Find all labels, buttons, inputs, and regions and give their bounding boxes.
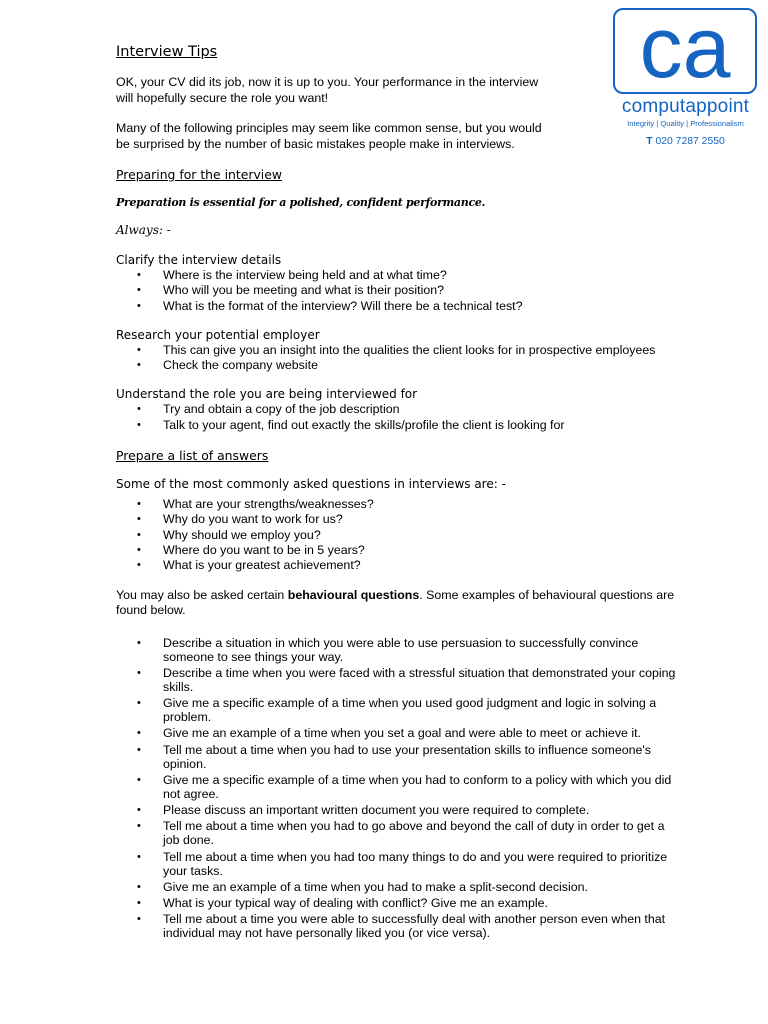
subheading-understand: Understand the role you are being interviewed for xyxy=(116,387,418,402)
list-common-questions xyxy=(116,497,676,573)
list-item: • Tell me about a time you were able to successfully deal with another person even when that individual may not have personally liked you (or vice versa). xyxy=(116,912,676,940)
list-item: • Give me a specific example of a time when you used good judgment and logic in solving a problem. xyxy=(116,696,676,724)
document-body xyxy=(116,44,676,940)
phone-prefix: T xyxy=(646,136,653,147)
list-item: • Who will you be meeting and what is their position? xyxy=(116,283,676,298)
list-item: • Try and obtain a copy of the job description xyxy=(116,402,676,417)
list-item: • Why should we employ you? xyxy=(116,528,676,543)
preparation-note: Preparation is essential for a polished, confident performance. xyxy=(116,196,486,209)
list-item: • Check the company website xyxy=(116,358,676,373)
behavioural-intro-bold: behavioural questions xyxy=(287,587,420,602)
list-item: • Describe a situation in which you were able to use persuasion to successfully convince someone to see things your way. xyxy=(116,636,676,664)
subheading-research: Research your potential employer xyxy=(116,327,320,342)
phone-number: 020 7287 2550 xyxy=(655,136,725,147)
logo-letters: ca xyxy=(639,11,731,91)
subheading-clarify: Clarify the interview details xyxy=(116,253,282,267)
list-item: • What is your typical way of dealing with conflict? Give me an example. xyxy=(116,896,676,910)
behavioural-intro xyxy=(116,588,676,619)
list-item: • What is your greatest achievement? xyxy=(116,558,676,573)
behavioural-intro-end: . Some examples of behavioural questions are found below. xyxy=(116,587,675,618)
list-understand xyxy=(116,402,676,433)
list-item: • What are your strengths/weaknesses? xyxy=(116,497,676,512)
list-item: • Give me an example of a time when you set a goal and were able to meet or achieve it. xyxy=(116,726,676,740)
list-item: • Why do you want to work for us? xyxy=(116,512,676,527)
list-item: • Give me a specific example of a time when you had to conform to a policy with which you did not agree. xyxy=(116,773,676,801)
section-heading-preparing: Preparing for the interview xyxy=(116,167,283,182)
list-item: • Talk to your agent, find out exactly the skills/profile the client is looking for xyxy=(116,418,676,433)
list-research xyxy=(116,343,676,374)
list-item: • Tell me about a time when you had too many things to do and you were required to prioritize your tasks. xyxy=(116,850,676,878)
list-item: • Tell me about a time when you had to go above and beyond the call of duty in order to get a job done. xyxy=(116,819,676,847)
subheading-common-questions: Some of the most commonly asked questions in interviews are: - xyxy=(116,477,506,492)
list-behavioural-questions xyxy=(116,636,676,941)
list-item: • Tell me about a time when you had to use your presentation skills to influence someone's opinion. xyxy=(116,743,676,771)
list-item: • Give me an example of a time when you had to make a split-second decision. xyxy=(116,880,676,894)
list-item: • Describe a time when you were faced with a stressful situation that demonstrated your coping skills. xyxy=(116,666,676,694)
page-title: Interview Tips xyxy=(116,44,218,60)
list-item: • Please discuss an important written document you were required to complete. xyxy=(116,803,676,817)
logo-name: computappoint xyxy=(621,96,750,117)
always-label: Always: - xyxy=(116,223,171,237)
logo-tagline: Integrity | Quality | Professionalism xyxy=(627,119,744,128)
intro-paragraph-2: Many of the following principles may seem like common sense, but you would be surprised by the number of basic mistakes people make in interviews. xyxy=(116,121,542,151)
behavioural-intro-start: You may also be asked certain xyxy=(116,587,288,602)
list-item: • Where do you want to be in 5 years? xyxy=(116,543,676,558)
list-item: • Where is the interview being held and at what time? xyxy=(116,268,676,283)
list-clarify xyxy=(116,268,676,314)
list-item: • This can give you an insight into the qualities the client looks for in prospective employees xyxy=(116,343,676,358)
section-heading-answers: Prepare a list of answers xyxy=(116,448,269,464)
list-item: • What is the format of the interview? Will there be a technical test? xyxy=(116,299,676,314)
intro-paragraph-1: OK, your CV did its job, now it is up to you. Your performance in the interview will hopefully secure the role you want! xyxy=(116,75,539,105)
